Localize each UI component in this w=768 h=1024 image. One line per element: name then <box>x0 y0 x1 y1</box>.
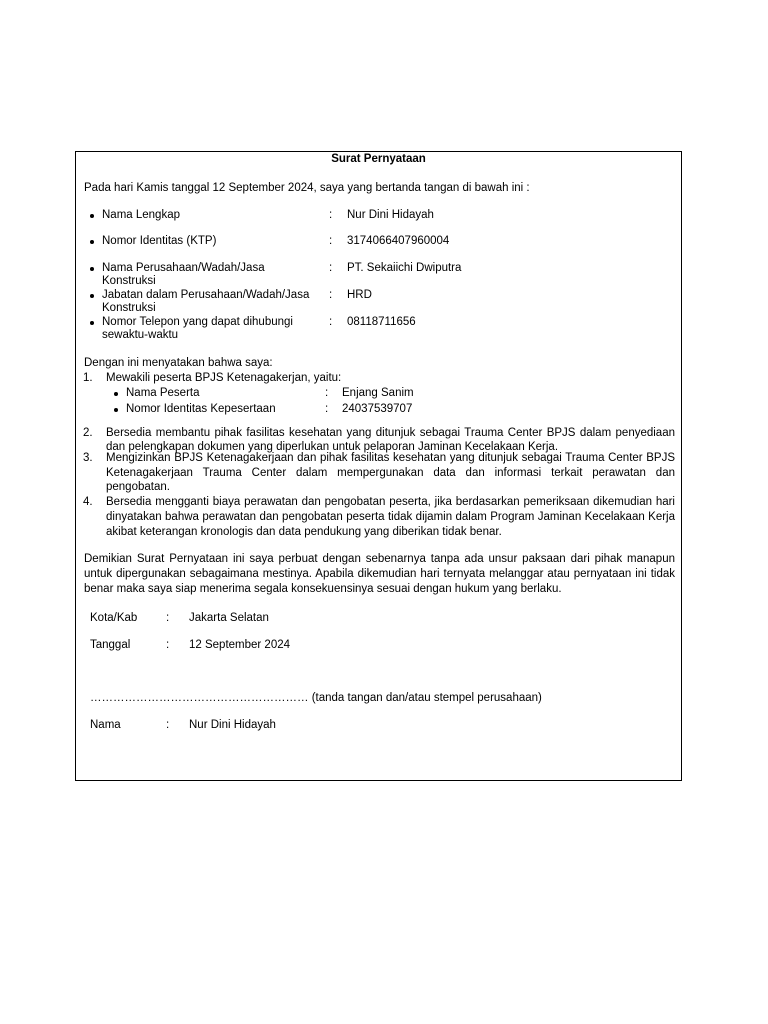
field-value: Nur Dini Hidayah <box>347 209 434 221</box>
item-number: 1. <box>83 372 93 384</box>
item-number: 3. <box>83 452 93 464</box>
place-colon: : <box>166 612 170 624</box>
field-colon: : <box>329 209 333 221</box>
field-value: PT. Sekaiichi Dwiputra <box>347 262 462 274</box>
intro-text: Pada hari Kamis tanggal 12 September 2024, saya yang bertanda tangan di bawah ini : <box>84 182 530 194</box>
participant-label: Nama Peserta <box>126 387 200 399</box>
field-value: 08118711656 <box>347 316 416 328</box>
item-text: Mewakili peserta BPJS Ketenagakerjan, yaitu: <box>106 372 342 384</box>
date-colon: : <box>166 639 170 651</box>
item-text: Bersedia mengganti biaya perawatan dan pengobatan peserta, jika berdasarkan pemeriksaan dikemudian hari dinyatakan bahwa perawatan dan pengobatan peserta tidak dijamin dalam Program Jaminan Kecelakaan Kerja akibat keterangan kronologis dan data pendukung yang diberikan tidak benar. <box>106 496 675 538</box>
participant-colon: : <box>325 387 329 399</box>
date-value: 12 September 2024 <box>189 639 291 651</box>
date-label: Tanggal <box>90 639 131 651</box>
place-value: Jakarta Selatan <box>189 612 269 624</box>
field-colon: : <box>329 235 333 247</box>
field-label-continued: Konstruksi <box>102 302 156 314</box>
bullet-icon <box>90 294 94 298</box>
field-value: HRD <box>347 289 372 301</box>
statement-document <box>75 151 682 781</box>
signer-colon: : <box>166 719 170 731</box>
field-colon: : <box>329 316 333 328</box>
participant-colon: : <box>325 403 329 415</box>
field-label: Nama Lengkap <box>102 209 180 221</box>
statement-intro: Dengan ini menyatakan bahwa saya: <box>84 357 273 369</box>
bullet-icon <box>90 321 94 325</box>
item-text: Mengizinkan BPJS Ketenagakerjaan dan pihak fasilitas kesehatan yang ditunjuk sebagai Trauma Center BPJS Ketenagakerjaan Trauma Center dalam mempergunakan data dan informasi terkait perawatan dan pengobatan. <box>106 452 675 493</box>
signer-label: Nama <box>90 719 121 731</box>
field-label-continued: sewaktu-waktu <box>102 329 179 341</box>
field-colon: : <box>329 289 333 301</box>
signer-value: Nur Dini Hidayah <box>189 719 276 731</box>
item-number: 4. <box>83 496 93 508</box>
field-label: Nama Perusahaan/Wadah/Jasa <box>102 262 265 274</box>
bullet-icon <box>90 267 94 271</box>
participant-value: Enjang Sanim <box>342 387 414 399</box>
item-text: Bersedia membantu pihak fasilitas kesehatan yang ditunjuk sebagai Trauma Center BPJS dalam penyediaan dan pelengkapan dokumen yang diperlukan untuk pelaporan Jaminan Kecelakaan Kerja. <box>106 427 675 453</box>
field-label: Nomor Telepon yang dapat dihubungi <box>102 316 293 328</box>
bullet-icon <box>90 214 94 218</box>
closing-paragraph: Demikian Surat Pernyataan ini saya perbuat dengan sebenarnya tanpa ada unsur paksaan dari pihak manapun untuk dipergunakan sebagaimana mestinya. Apabila dikemudian hari ternyata melanggar atau pernyataan ini tidak benar maka saya siap menerima segala konsekuensinya sesuai dengan hukum yang berlaku. <box>84 553 675 595</box>
bullet-icon <box>114 392 118 396</box>
signature-line: ………………………………………………… (tanda tangan dan/atau stempel perusahaan) <box>90 692 542 704</box>
item-number: 2. <box>83 427 93 439</box>
field-value: 3174066407960004 <box>347 235 450 247</box>
bullet-icon <box>114 408 118 412</box>
participant-value: 24037539707 <box>342 403 413 415</box>
participant-label: Nomor Identitas Kepesertaan <box>126 403 276 415</box>
document-title: Surat Pernyataan <box>331 153 426 165</box>
place-label: Kota/Kab <box>90 612 138 624</box>
field-label: Nomor Identitas (KTP) <box>102 235 217 247</box>
field-label-continued: Konstruksi <box>102 275 156 287</box>
field-colon: : <box>329 262 333 274</box>
bullet-icon <box>90 240 94 244</box>
field-label: Jabatan dalam Perusahaan/Wadah/Jasa <box>102 289 310 301</box>
